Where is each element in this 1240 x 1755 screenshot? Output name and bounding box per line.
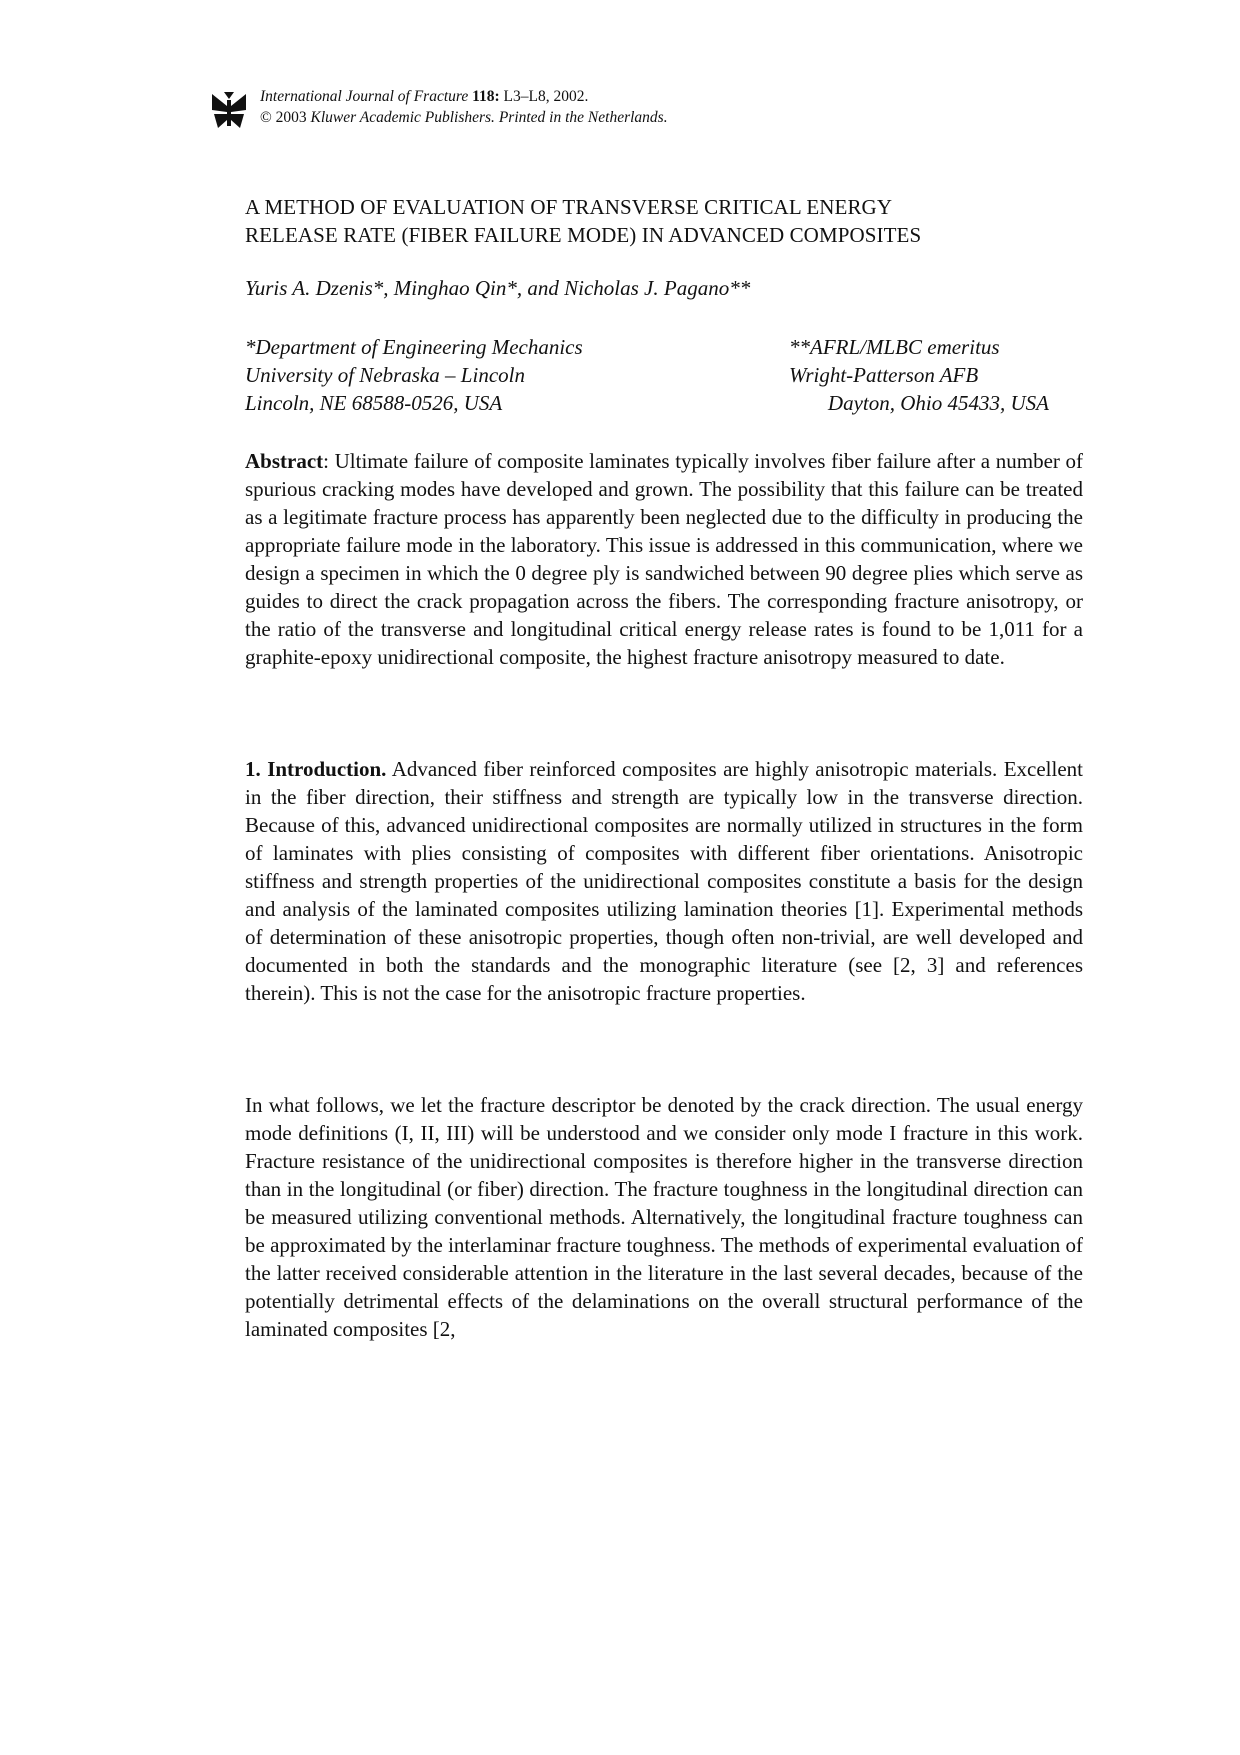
- introduction-paragraph: [245, 755, 1083, 1007]
- journal-pages-year: L3–L8, 2002.: [503, 88, 589, 105]
- affiliation-right-line: Wright-Patterson AFB: [789, 363, 979, 387]
- title-line-2: RELEASE RATE (FIBER FAILURE MODE) IN ADVANCED COMPOSITES: [245, 223, 922, 247]
- affiliation-right: [779, 333, 1049, 417]
- publisher-name: Kluwer Academic Publishers.: [310, 109, 495, 126]
- abstract-text: Ultimate failure of composite laminates typically involves fiber failure after a number of spurious cracking modes have developed and grown. The possibility that this failure can be treated as a legitimate fracture process has apparently been neglected due to the difficulty in producing the appropriate failure mode in the laboratory. This issue is addressed in this communication, where we design a specimen in which the 0 degree ply is sandwiched between 90 degree plies which serve as guides to direct the crack propagation across the fibers. The corresponding fracture anisotropy, or the ratio of the transverse and longitudinal critical energy release rates is found to be 1,011 for a graphite-epoxy unidirectional composite, the highest fracture anisotropy measured to date.: [245, 449, 1083, 669]
- publisher-logo-icon: [212, 92, 246, 130]
- affiliation-right-line: Dayton, Ohio 45433, USA: [827, 391, 1049, 415]
- affiliation-right-line: **AFRL/MLBC emeritus: [789, 335, 1000, 359]
- author-list: Yuris A. Dzenis*, Minghao Qin*, and Nicholas J. Pagano**: [245, 276, 751, 300]
- abstract-separator: :: [323, 449, 335, 473]
- copyright-symbol: ©: [260, 109, 272, 126]
- paper-title: [245, 193, 1105, 249]
- affiliation-left-line: Lincoln, NE 68588-0526, USA: [245, 391, 503, 415]
- abstract-paragraph: [245, 447, 1083, 671]
- journal-name: International Journal of Fracture: [260, 88, 469, 105]
- introduction-text: Advanced fiber reinforced composites are highly anisotropic materials. Excellent in the fiber direction, their stiffness and strength are typically low in the transverse direction. Because of this, advanced unidirectional composites are normally utilized in structures in the form of laminates with plies consisting of composites with different fiber orientations. Anisotropic stiffness and strength properties of the unidirectional composites constitute a basis for the design and analysis of the laminated composites utilizing lamination theories [1]. Experimental methods of determination of these anisotropic properties, though often non-trivial, are well developed and documented in both the standards and the monographic literature (see [2, 3] and references therein). This is not the case for the anisotropic fracture properties.: [245, 757, 1083, 1005]
- introduction-heading: 1. Introduction.: [245, 757, 387, 781]
- title-line-1: A METHOD OF EVALUATION OF TRANSVERSE CRITICAL ENERGY: [245, 195, 893, 219]
- affiliation-left: [245, 333, 583, 417]
- affiliation-left-line: University of Nebraska – Lincoln: [245, 363, 525, 387]
- journal-volume: 118:: [472, 88, 500, 105]
- printed-note: Printed in the Netherlands.: [498, 109, 668, 126]
- abstract-label: Abstract: [245, 449, 324, 473]
- affiliation-left-line: *Department of Engineering Mechanics: [245, 335, 583, 359]
- body-paragraph: In what follows, we let the fracture descriptor be denoted by the crack direction. The usual energy mode definitions (I, II, III) will be understood and we consider only mode I fracture in this work. Fracture resistance of the unidirectional composites is therefore higher in the transverse direction than in the longitudinal (or fiber) direction. The fracture toughness in the longitudinal direction can be measured utilizing conventional methods. Alternatively, the longitudinal fracture toughness can be approximated by the interlaminar fracture toughness. The methods of experimental evaluation of the latter received considerable attention in the literature in the last several decades, because of the potentially detrimental effects of the delaminations on the overall structural performance of the laminated composites [2,: [245, 1093, 1083, 1341]
- copyright-year: 2003: [275, 109, 307, 126]
